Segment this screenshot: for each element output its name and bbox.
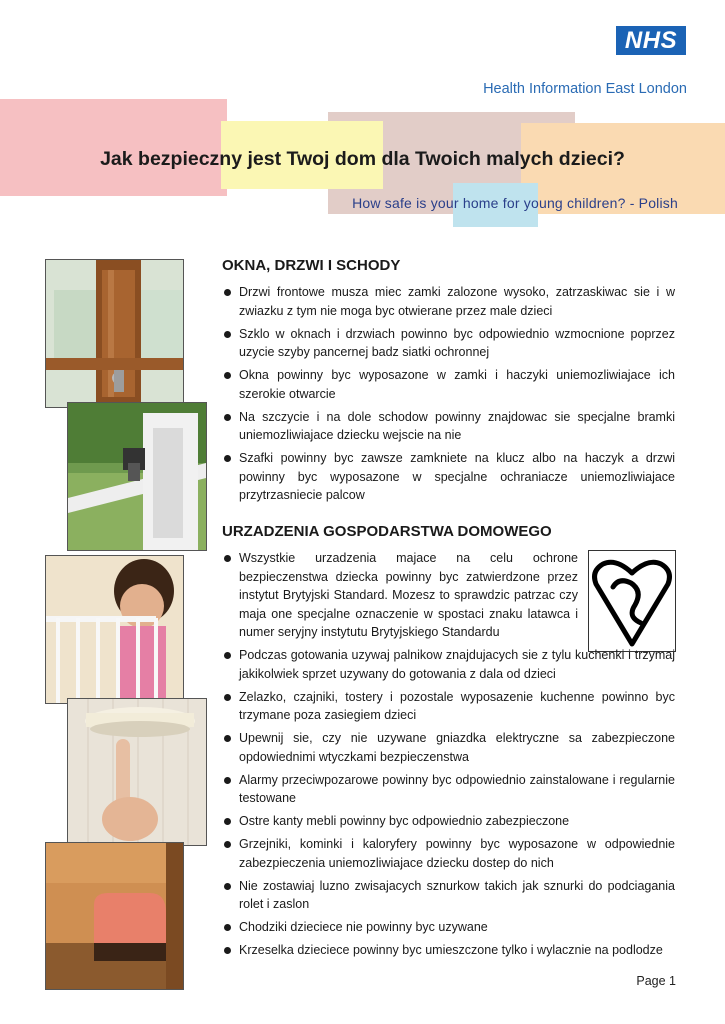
section-heading-windows-doors-stairs: OKNA, DRZWI I SCHODY: [222, 257, 401, 274]
list-item: Drzwi frontowe musza miec zamki zalozone wysoko, zatrzaskiwac sie i w zwiazku z tym nie moga byc otwierane przez male dzieci: [222, 283, 675, 320]
section1-list: [222, 283, 675, 509]
bullet-icon: [224, 818, 231, 825]
list-item: Ostre kanty mebli powinny byc odpowiednio zabezpieczone: [222, 812, 675, 831]
bullet-icon: [224, 924, 231, 931]
page-number: Page 1: [636, 974, 676, 988]
bullet-icon: [224, 883, 231, 890]
page-title: Jak bezpieczny jest Twoj dom dla Twoich malych dzieci?: [100, 148, 625, 170]
page-subtitle: How safe is your home for young children? - Polish: [352, 195, 678, 211]
list-item: Zelazko, czajniki, tostery i pozostale wyposazenie kuchenne powinno byc trzymane poza zasiegiem dzieci: [222, 688, 675, 725]
bullet-icon: [224, 414, 231, 421]
photo-table-corner-guard: [45, 842, 184, 990]
bullet-icon: [224, 777, 231, 784]
list-item: Okna powinny byc wyposazone w zamki i haczyki uniemozliwiajace ich szerokie otwarcie: [222, 366, 675, 403]
list-item: Grzejniki, kominki i kaloryfery powinny byc wyposazone w odpowiednie zabezpieczenia uniemozliwiajace dziecku dostep do nich: [222, 835, 675, 872]
bullet-icon: [224, 652, 231, 659]
photo-window-lock: [45, 259, 184, 408]
bsi-kitemark-icon: [588, 550, 676, 652]
bullet-icon: [224, 694, 231, 701]
photo-smoke-alarm: [67, 698, 207, 846]
list-item: Podczas gotowania uzywaj palnikow znajdujacych sie z tylu kuchenki i trzymaj jakikolwiek sprzet uzywany do gotowania z dala od dzieci: [222, 646, 675, 683]
list-item: Szklo w oknach i drzwiach powinno byc odpowiednio wzmocnione poprzez uzycie szyby pancernej badz siatki ochronnej: [222, 325, 675, 362]
list-item: Chodziki dzieciece nie powinny byc uzywane: [222, 918, 675, 937]
bullet-icon: [224, 947, 231, 954]
photo-window-latch: [67, 402, 207, 551]
list-item: Wszystkie urzadzenia majace na celu ochrone bezpieczenstwa dziecka powinny byc zatwierdzone przez instytut Brytyjski Standard. Mozesz to sprawdzic patrzac czy maja one specjalne oznaczenie w spostaci znaku latawca i numer seryjny instytutu Brytyjskiego Standardu: [222, 549, 578, 642]
list-item: Krzeselka dzieciece powinny byc umieszczone tylko i wylacznie na podlodze: [222, 941, 675, 960]
bullet-icon: [224, 841, 231, 848]
list-item: Na szczycie i na dole schodow powinny znajdowac sie specjalne bramki uniemozliwiajace dziecku wejscie na nie: [222, 408, 675, 445]
list-item: Alarmy przeciwpozarowe powinny byc odpowiednio zainstalowane i regularnie testowane: [222, 771, 675, 808]
bullet-icon: [224, 455, 231, 462]
bullet-icon: [224, 289, 231, 296]
photo-child-stair-gate: [45, 555, 184, 704]
organization-name: Health Information East London: [483, 81, 687, 97]
list-item: Szafki powinny byc zawsze zamkniete na klucz albo na haczyk a drzwi powinny byc wyposazone w specjalne ochraniacze uniemozliwiajace przytrzasniecie palcow: [222, 449, 675, 505]
section-heading-household-appliances: URZADZENIA GOSPODARSTWA DOMOWEGO: [222, 523, 552, 540]
bullet-icon: [224, 331, 231, 338]
bullet-icon: [224, 372, 231, 379]
section2-first-list: [222, 549, 578, 646]
bullet-icon: [224, 735, 231, 742]
section2-list: [222, 646, 675, 964]
list-item: Upewnij sie, czy nie uzywane gniazdka elektryczne sa zabezpieczone opdowiednimi wtyczkami bezpieczenstwa: [222, 729, 675, 766]
list-item: Nie zostawiaj luzno zwisajacych sznurkow takich jak sznurki do podciagania rolet i zaslon: [222, 877, 675, 914]
nhs-logo: NHS: [616, 26, 686, 55]
bullet-icon: [224, 555, 231, 562]
